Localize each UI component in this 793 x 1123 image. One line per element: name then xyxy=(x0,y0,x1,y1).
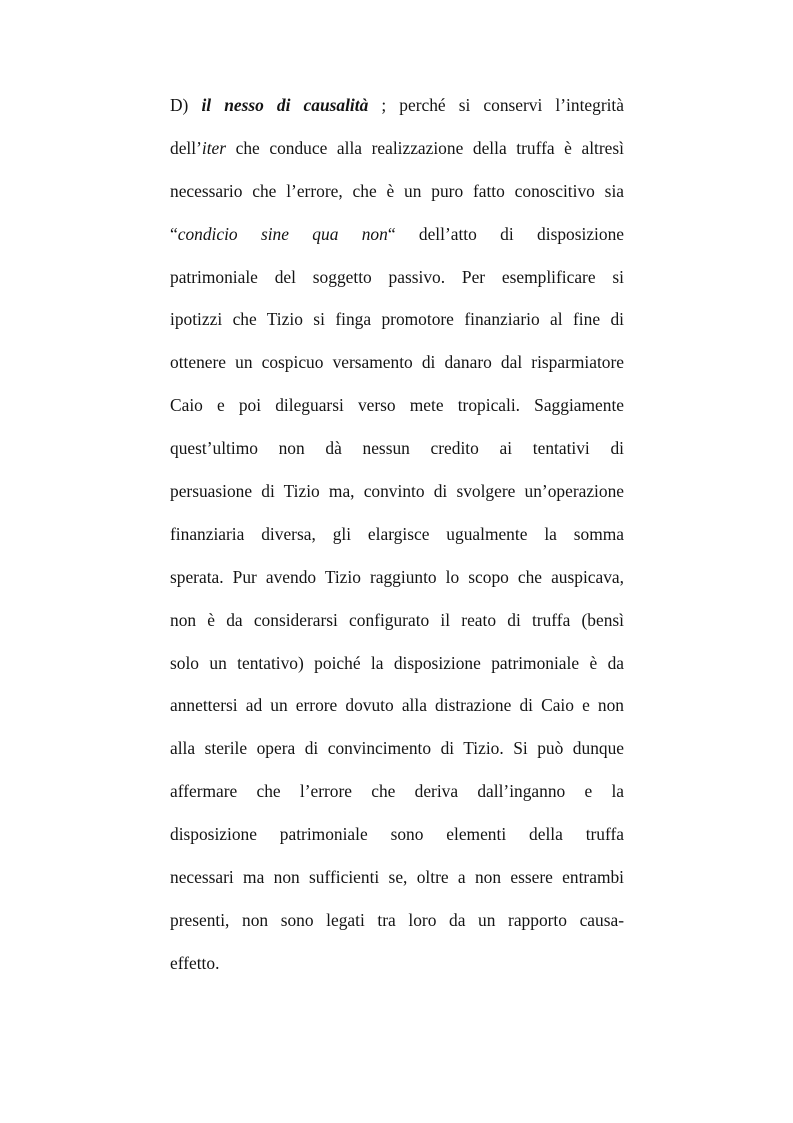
text-run: affermare che l’errore che deriva dall’inganno e la xyxy=(170,781,624,802)
text-line xyxy=(170,684,624,727)
text-line xyxy=(170,84,624,127)
text-run: necessari ma non sufficienti se, oltre a non essere entrambi xyxy=(170,867,624,888)
text-line xyxy=(170,556,624,599)
text-run: quest’ultimo non dà nessun credito ai tentativi di xyxy=(170,438,624,459)
text-run: sperata. Pur avendo Tizio raggiunto lo scopo che auspicava, xyxy=(170,566,624,587)
text-run: patrimoniale del soggetto passivo. Per esemplificare si xyxy=(170,266,624,287)
text-run: finanziaria diversa, gli elargisce ugualmente la somma xyxy=(170,523,624,544)
text-line xyxy=(170,213,624,256)
text-line xyxy=(170,256,624,299)
text-line xyxy=(170,127,624,170)
text-run: ipotizzi che Tizio si finga promotore finanziario al fine di xyxy=(170,309,624,330)
text-line xyxy=(170,770,624,813)
text-line xyxy=(170,341,624,384)
text-run: annettersi ad un errore dovuto alla distrazione di Caio e non xyxy=(170,695,624,716)
text-line xyxy=(170,298,624,341)
text-line xyxy=(170,899,624,942)
text-line xyxy=(170,642,624,685)
text-line xyxy=(170,727,624,770)
text-line xyxy=(170,513,624,556)
text-run: solo un tentativo) poiché la disposizione patrimoniale è da xyxy=(170,652,624,673)
text-run: “ dell’atto di disposizione xyxy=(387,223,624,244)
text-line xyxy=(170,599,624,642)
text-run: dell’ xyxy=(170,137,202,158)
text-line xyxy=(170,170,624,213)
text-line xyxy=(170,427,624,470)
emphasized-text-run: il nesso di causalità xyxy=(201,95,369,115)
text-line xyxy=(170,856,624,899)
text-run: non è da considerarsi configurato il reato di truffa (bensì xyxy=(170,609,624,630)
text-run: disposizione patrimoniale sono elementi della truffa xyxy=(170,824,624,845)
emphasized-text-run: iter xyxy=(201,137,227,158)
paragraph-nesso-di-causalita xyxy=(170,84,624,985)
text-run: presenti, non sono legati tra loro da un rapporto causa- xyxy=(170,909,624,930)
text-run: necessario che l’errore, che è un puro fatto conoscitivo sia xyxy=(170,180,624,201)
text-line xyxy=(170,470,624,513)
text-run: che conduce alla realizzazione della truffa è altresì xyxy=(226,137,624,158)
text-run: ; perché si conservi l’integrità xyxy=(368,95,624,115)
text-run: D) xyxy=(170,95,202,115)
text-run: alla sterile opera di convincimento di Tizio. Si può dunque xyxy=(170,738,624,759)
text-run: persuasione di Tizio ma, convinto di svolgere un’operazione xyxy=(170,481,624,502)
text-line xyxy=(170,813,624,856)
text-run: effetto. xyxy=(170,952,220,973)
text-run: “ xyxy=(170,223,178,244)
text-line xyxy=(170,942,624,985)
text-line xyxy=(170,384,624,427)
text-run: Caio e poi dileguarsi verso mete tropicali. Saggiamente xyxy=(170,395,624,416)
emphasized-text-run: condicio sine qua non xyxy=(177,223,388,244)
text-run: ottenere un cospicuo versamento di danaro dal risparmiatore xyxy=(170,352,624,373)
